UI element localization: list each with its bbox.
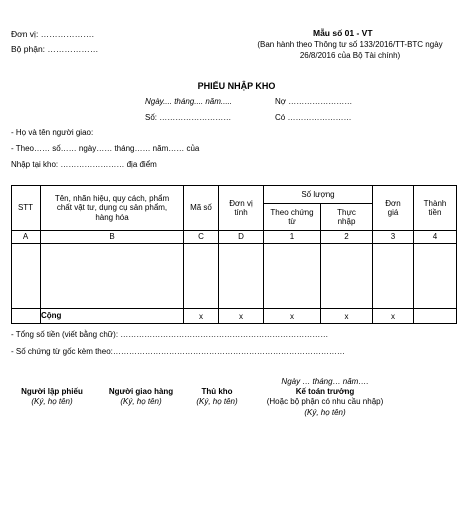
col-name-header-line-2: chất vật tư, dụng cụ sản phẩm,	[56, 203, 168, 213]
credit-account: Có ……………………	[275, 113, 352, 122]
sig-preparer-title: Người lập phiếu	[21, 387, 83, 396]
sig-chief-accountant-note-2: (Ký, họ tên)	[304, 408, 346, 417]
col-code-header: Mã số	[190, 203, 212, 213]
col-price-header	[373, 186, 413, 230]
col-unit-header	[219, 186, 263, 230]
col-price-header-line-1: Đơn	[385, 198, 401, 208]
code-d: D	[238, 232, 244, 242]
sig-chief-accountant-title: Kế toán trưởng	[295, 387, 355, 396]
issued-line-1: (Ban hành theo Thông tư số 133/2016/TT-BTC ngày	[257, 40, 443, 49]
total-in-words-line: - Tổng số tiền (viết bằng chữ): ……………………………………………………………………	[11, 330, 329, 339]
code-c: C	[198, 232, 204, 242]
sig-deliverer-title: Người giao hàng	[108, 387, 174, 396]
col-stt-header: STT	[17, 203, 34, 213]
col-price-header-line-2: giá	[387, 208, 399, 217]
issued-line-2: 26/8/2016 của Bộ Tài chính)	[299, 51, 401, 60]
col-qty-doc-header-line-1: Theo chứng	[270, 207, 314, 217]
total-mark-qty-actual: x	[344, 312, 349, 322]
reference-line: - Theo…… số…… ngày…… tháng…… năm…… của	[11, 144, 200, 153]
signature-date: Ngày … tháng… năm….	[281, 377, 369, 386]
col-qty-actual-header-line-2: nhập	[337, 217, 356, 226]
code-b: B	[109, 232, 115, 242]
goods-receipt-table	[11, 185, 457, 324]
code-3: 3	[390, 232, 396, 242]
page-title: PHIẾU NHẬP KHO	[197, 81, 276, 91]
sig-storekeeper-title: Thủ kho	[201, 387, 233, 396]
col-qty-doc-header-line-2: từ	[288, 217, 296, 226]
total-mark-qty-doc: x	[290, 312, 294, 322]
col-name-header-line-3: hàng hóa	[95, 212, 129, 222]
don-vi-label: Đơn vị: ……………….	[11, 29, 95, 39]
code-2: 2	[344, 232, 349, 242]
col-amount-header	[414, 186, 456, 230]
attached-docs-line: - Số chứng từ gốc kèm theo:……………………………………………………………………………	[11, 347, 345, 356]
col-amount-header-line-1: Thành	[423, 198, 447, 208]
col-name-header-line-1: Tên, nhãn hiệu, quy cách, phẩm	[54, 193, 170, 203]
warehouse-line: Nhập tại kho: …………………… địa điểm	[11, 160, 157, 169]
code-a: A	[22, 232, 29, 242]
total-mark-unit: x	[239, 312, 243, 322]
col-qty-actual-header	[321, 204, 372, 230]
form-number: Mẫu số 01 - VT	[313, 28, 373, 38]
col-name-header	[41, 186, 183, 230]
total-label: Cộng	[41, 311, 62, 321]
col-qty-doc-header	[264, 204, 320, 230]
form-date: Ngày.... tháng.... năm.....	[145, 97, 233, 106]
form-number-field: Số: ………………………	[145, 113, 232, 122]
col-quantity-header: Số lượng	[301, 189, 335, 199]
sig-preparer-note: (Ký, họ tên)	[31, 397, 73, 406]
sig-deliverer-note: (Ký, họ tên)	[120, 397, 162, 406]
col-unit-header-line-2: tính	[234, 208, 248, 217]
giver-name-line: - Họ và tên người giao:	[11, 128, 94, 137]
col-qty-actual-header-line-1: Thực	[337, 207, 356, 217]
total-mark-code: x	[199, 312, 203, 322]
sig-chief-accountant-note-1: (Hoặc bộ phận có nhu cầu nhập)	[266, 397, 384, 406]
total-mark-price: x	[391, 312, 395, 322]
code-4: 4	[432, 232, 438, 242]
bo-phan-label: Bộ phận: ………………	[11, 44, 99, 54]
code-1: 1	[289, 232, 295, 242]
col-unit-header-line-1: Đơn vị	[229, 198, 253, 208]
col-amount-header-line-2: tiền	[428, 208, 442, 217]
debit-account: Nợ ……………………	[275, 97, 353, 106]
sig-storekeeper-note: (Ký, họ tên)	[196, 397, 238, 406]
